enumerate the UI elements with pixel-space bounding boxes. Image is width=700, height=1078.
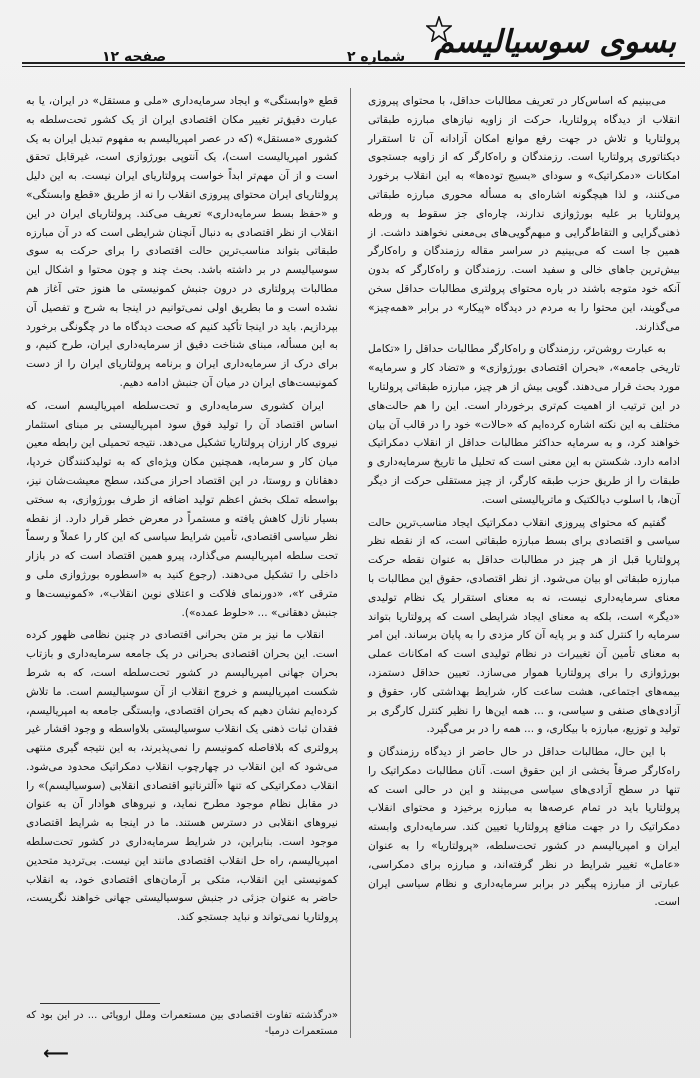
header-rule [22,62,685,64]
column-divider [350,88,351,1038]
paragraph: ایران کشوری سرمایه‌داری و تحت‌سلطه امپریالیسم است، که اساس اقتصاد آن را تولید فوق سود امپریالیستی بر مبنای استثمار نیروی کار ارزان پرولتاریا تشکیل می‌دهد. نتیجه تحمیلی این رابطه معین میان کار و سرمایه، همچنین مکان ویژه‌ای که به تولیدکنندگان خردپا، دهقانان و روستا، در این اقتصاد احراز می‌کند، سطح معیشت‌شان نیز، بواسطه تملک بخش اعظم تولید اضافه از طرف بورژوازی، به سختی بسیار نازل کاهش یافته و مستمراً در معرض خطر قرار دارد. از نقطه نظر سیاسی اقتصادی، تأمین شرایط سیاسی که این کار را عملاً و رسماً تحت سلطه امپریالیسم می‌گذارد، پیرو همین اقتصاد است که در بازار داخلی را تشکیل می‌دهند. (رجوع کنید به «اسطوره بورژوازی ملی و مترقی ۲»، «دورنمای فلاکت و اعتلای نوین انقلاب»، «کمونیست‌ها و جنبش دهقانی» ... «حلوط عمده»). [26,399,338,619]
footnote: «درگذشته تفاوت اقتصادی بین مستعمرات وملل اروپائی ... در این بود که مستعمرات درمبا- [26,1010,338,1037]
publication-title: بسوی سوسیالیسم [434,24,676,60]
continue-arrow-icon: ⟵ [43,1043,69,1064]
right-column [368,92,680,916]
masthead [22,10,686,70]
page-number: صفحه ۱۲ [102,49,167,65]
header-rule-thin [22,66,685,67]
left-column [26,92,338,931]
footnote-rule [40,1003,160,1004]
paragraph: قطع «وابستگی» و ایجاد سرمایه‌داری «ملی و مستقل» در ایران، یا به عبارت دقیق‌تر تغییر مکان اقتصادی ایران از یک کشور تحت‌سلطه به کشوری «مستقل» (که در عصر امپریالیسم به مفهوم تبدیل ایران به یک کشور امپریالیست است)، یک آنتوپی بورژوازی است، غیرقابل تحقق است و از آن مهم‌تر ابداً خواست پرولتاریای ایران نیست. به این دلیل پرولتاریای ایران محتوای پیروزی انقلاب را نه از طریق «قطع وابستگی» و «حفظ بسط سرمایه‌داری» تعریف می‌کند. پرولتاریای ایران در این انقلاب از نظر اقتصادی به دنبال آنچنان شرایطی است که در آن مبارزه طبقاتی بتواند مناسب‌ترین حالت اقتصادی را برای حرکت به سوی سوسیالیسم در بر داشته باشد. بحث چند و چون محتوا و اشکال این مطالبات پرولتاری در درون جنبش کمونیستی ما هنوز حتی آغاز هم نشده است و ما بطریق اولی نمی‌توانیم در اینجا به شرح و تفصیل آن بپردازیم. باید در اینجا تأکید کنیم که صحت دیدگاه ما در چگونگی برخورد به این مسأله، مبنای شناخت دقیق از سرمایه‌داری ایران، طرح کنیم، و برای درک از سرمایه‌داری ایران و برنامه پرولتاریای ایران را از دست کمونیست‌های ایران در میان آن جنبش ادامه دهیم. [26,95,338,389]
paragraph: به عبارت روشن‌تر، رزمندگان و راه‌کارگر مطالبات حداقل را «تکامل تاریخی جامعه»، «بحران اقتصادی بورژوازی» و «تضاد کار و سرمایه» مورد بحث قرار می‌دهند. گویی بیش از هر چیز، مبارزه طبقاتی پرولتاریا در این ترتیب از اهمیت کم‌تری برخوردار است. این را هم حالت‌های مختلف به این نکته اشاره کرده‌ایم که «حالات» خود را در قالب آن بیان خواهند کرد، و به سرمایه حداکثر مطالبات حداقل از انقلاب دمکراتیک ادامه دارد. شکستن به این معنی است که تحلیل ما تاریخ سرمایه‌داری و طبقات را از طریق حزب طبقه کارگر، از چیز مستقلی حرکت از دیگر آن‌ها، با اسلوب دیالکتیک و ماتریالیستی است. [368,343,680,506]
paragraph: گفتیم که محتوای پیروزی انقلاب دمکراتیک ایجاد مناسب‌ترین حالت سیاسی و اقتصادی برای بسط مبارزه طبقاتی است، که از نقطه نظر پرولتاریا قبل از هر چیز در مطالبات حداقل به عنوان نقطه حرکت مبارزه طبقاتی او بیان می‌شود. از نظر اقتصادی، حقوق این مطالبات با معنای سرمایه‌داری نیست، نه به معنای استقرار یک نظام تولیدی «دیگر» است، بلکه به معنای ایجاد شرایطی است که پرولتاریا بتواند سرمایه را کنترل کند و بر پایه آن کار مزدی را به پایان برساند. این امر به معنای تأمین آن تغییرات در نظام تولیدی است که امکانات عملی بورژوازی را برای پرولتاریا هموار می‌سازد. تعیین حداقل دستمزد، بیمه‌های اجتماعی، هشت ساعت کار، شرایط بهداشتی کار، حقوق و آزادی‌های صنفی و سیاسی، و ... همه این‌ها را نظیر کنترل کارگری بر تولید و توزیع، مبارزه با بیکاری، و ... همه را در بر می‌گیرد. [368,516,680,736]
paragraph: می‌بینیم که اساس‌کار در تعریف مطالبات حداقل، با محتوای پیروزی انقلاب از دیدگاه پرولتاریا، حرکت از زاویه نیازهای مبارزه طبقاتی پرولتاریا و تلاش در جهت رفع موانع امکان آزادانه آن تا استقرار دیکتاتوری پرولتاریا است. رزمندگان و راه‌کارگر که از زاویه جستجوی امکانات «دمکراتیک» و سودای «بسیج توده‌ها» به این انقلاب برخورد می‌کنند، و لذا هیچگونه اشاره‌ای به مسأله محوری مبارزه طبقاتی پرولتاریا بر علیه بورژوازی ندارند، چاره‌ای جز سقوط به ورطه ذهنی‌گرایی و التقاط‌گرایی و مبهم‌گویی‌های بی‌معنی نخواهند داشت. از همین جا است که می‌بینیم در سراسر مقاله رزمندگان و راه‌کارگر بیش‌ترین جاهای خالی و سفید است. رزمندگان و راه‌کارگر که بدون آنکه خود متوجه باشند در باره محتوای پرولتری مطالبات حداقل سخن می‌گویند، این محتوا را به مردم در دیدگاه «پیکار» در برابر «همه‌چیز» می‌گذارند. [368,95,680,333]
paragraph: با این حال، مطالبات حداقل در حال حاضر از دیدگاه رزمندگان و راه‌کارگر صرفاً بخشی از این حقوق است. آنان مطالبات دمکراتیک را تنها در سطح آزادی‌های سیاسی می‌بینند و این در حالی است که پرولتاریا باید در تمام عرصه‌ها به مبارزه برخیزد و محتوای انقلاب دمکراتیک را در جهت منافع پرولتاریا تعیین کند. سرمایه‌داری وابسته ایران و امپریالیسم در کشور تحت‌سلطه، «پرولتاریا» را به عنوان «عامل» تغییر شرایط در نظر گرفته‌اند، و مبارزه برای دمکراسی، عبارتی از مبارزه پیگیر در برابر سرمایه‌داری و نظام سیاسی ایران است. [368,746,680,909]
paragraph: انقلاب ما نیز بر متن بحرانی اقتصادی در چنین نظامی ظهور کرده است. این بحران اقتصادی بحرانی در یک جامعه سرمایه‌داری و بازتاب بحران جهانی امپریالیسم در کشور تحت‌سلطه است، که به شرط شکست امپریالیسم و خروج انقلاب از آن سوسیالیسم است. ما تلاش کرده‌ایم نشان دهیم که بحران اقتصادی، وابستگی جامعه به امپریالیسم، فقدان ثبات ذهنی یک انقلاب سوسیالیستی بلاواسطه و وجود اقشار غیر پرولتری که بلافاصله کمونیسم را نمی‌پذیرند، به این نتیجه گیری منتهی می‌شود که این انقلاب در چهارچوب انقلاب دمکراتیک محدود می‌شود. انقلاب دمکراتیکی که تنها «آلترناتیو اقتصادی انقلابی (سوسیالیسم)» را در مقابل نظام موجود مطرح نماید، و نیروهای هوادار آن به عنوان نیروهای انقلابی در دسترس هستند. ما در اینجا به شرایط اقتصادی موجود است. بنابراین، در شرایط سرمایه‌داری در کشور تحت‌سلطه امپریالیسم، راه حل انقلاب اقتصادی مانند این نیست. بی‌تردید متحدین کمونیستی این انقلاب، متکی بر آرمان‌های اقتصادی خود، به انقلاب حاضر به عنوان جزئی در جنبش سوسیالیستی جهانی خواهند نگریست، پرولتاریا نمی‌تواند و نباید جستجو کند. [26,629,338,924]
issue-number: شماره ۲ [347,49,406,65]
